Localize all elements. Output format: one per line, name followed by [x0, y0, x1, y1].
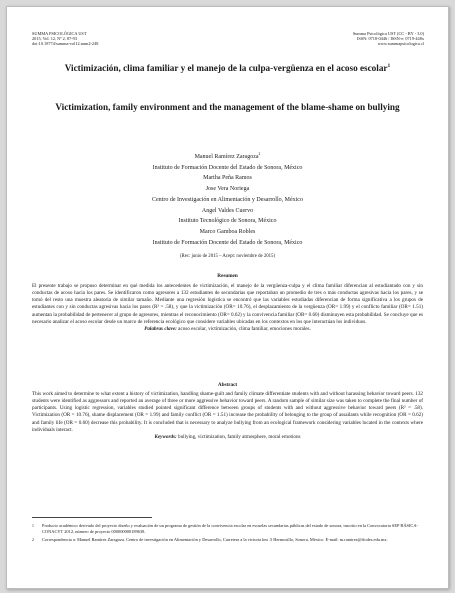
- journal-volume: 2015, Vol. 12, Nº 2, 87-93: [32, 36, 77, 42]
- footnote-text: Correspondencia a: Manuel Ramírez Zaragoza. Centro de investigación en Alimentación y Desarrollo, Carretera a la victoria km .5 Hermosillo, Sonora, México. E-mail: m.ramirez@ifodes.edu.mx.: [42, 537, 388, 543]
- author-footnote-marker: 2: [258, 152, 261, 156]
- journal-header-right: [353, 31, 424, 47]
- title-footnote-marker: 1: [387, 63, 391, 69]
- abstract-keywords-label: Keywords:: [154, 433, 177, 440]
- title-spanish-text: Victimización, clima familiar y el manejo de la culpa-vergüenza en el acoso escolar: [64, 63, 388, 74]
- title-spanish: [37, 61, 418, 75]
- footnote-text: Producto académico derivado del proyecto diseño y evaluación de un programa de gestión de la convivencia escolar en escuelas secundarias públicas del estado de sonora, inscrito en la Convocatoria SEP BÁSICA-CONACYT 2012, número de proyecto 000000000189638.: [42, 523, 418, 535]
- resumen-text: El presente trabajo se propuso determinar en qué medida los antecedentes de victimización, el manejo de la vergüenza-culpa y el clima familiar diferencian al estudiantado con y sin conductas de acoso hacia los pares. Se identificaron como agresores a 132 estudiantes de secundarias que reportaban un promedio de tres o más conductas agresivas hacia los pares, y se tomó del resto una muestra aleatoria de similar tamaño. Mediante una regresión logística se encontró que las variables estudiadas diferencian de forma significativa a los grupos de estudiantes con y sin conductas agresivas hacia los pares (R² = .58), y que la victimización (OR= 10.76), el desplazamiento de la vergüenza (OR= 1.99) y el conflicto familiar (OR= 1.51) aumentan la probabilidad de pertenecer al grupo de agresores, mientras el reconocimiento (OR= 0.62) y la convivencia familiar (OR= 0.60) disminuyen esta probabilidad. Se concluye que es necesario analizar el acoso escolar desde un marco de referencia ecológico que considere variables ubicadas en los contextos en los que interactúan los individuos.: [32, 283, 423, 325]
- journal-name: SUMMA PSICOLÓGICA UST: [32, 31, 87, 36]
- footnote: [32, 523, 423, 536]
- journal-license: Summa Psicológica UST (CC - BY - 3.0): [352, 31, 424, 36]
- submission-dates: (Rec: junio de 2015 – Acept: noviembre de 2015): [179, 254, 276, 259]
- resumen-keywords-label: Palabras clave:: [144, 325, 177, 332]
- author-block: [37, 149, 418, 248]
- author-affiliation: Instituto de Formación Docente del Estado de Sonora, México: [152, 164, 303, 171]
- author-name: Manuel Ramírez Zaragoza$^2$: [194, 152, 261, 160]
- footnote: [32, 537, 423, 543]
- resumen-body: [32, 283, 423, 333]
- author-name: Jose Vera Noriega: [205, 186, 250, 193]
- footnote-number: 2: [32, 538, 34, 543]
- journal-website: www.summapsicologica.cl: [377, 41, 424, 47]
- footnote-divider: [32, 517, 152, 518]
- abstract-text: This work aimed to determine to what extent a history of victimization, handling shame-guilt and family climate differentiate students with and without harassing behavior toward peers. 132 students were identified as aggressors and reported an average of three or more aggressive behavior toward peers. A random sample of similar size was taken to complete the final number of participants. Using logistic regression, variables studied pointed significant difference between groups of students with and without aggressive behavior toward peers (R² = .58). Victimization (OR = 10.76), shame displacement (OR = 1.99) and family conflict (OR = 1.51) increase the probability of belonging to the group of assailants while recognition (OR = 0.62) and family life (OR = 0.60) decrease this probability. It is concluded that is necessary to analyze bullying from an ecological framework considering variables located in the contexts where individuals interact.: [32, 391, 423, 433]
- footnote-number: 1: [32, 524, 34, 528]
- author-name: Martha Peña Ramos: [203, 175, 252, 182]
- abstract-body: [32, 391, 423, 441]
- author-affiliation: Centro de Investigación en Alimentación y Desarrollo, México: [152, 196, 303, 203]
- journal-issn: ISSN: 0718-0446 / ISSN-e: 0719-448x: [356, 36, 424, 42]
- author-name: Marco Gamboa Robles: [199, 228, 256, 235]
- abstract-keywords-text: bullying, victimization, family atmosphere, moral emotions: [176, 433, 301, 440]
- resumen-keywords-text: acoso escolar, victimización, clima familiar, emociones morales.: [176, 325, 311, 332]
- resumen-keywords: [32, 326, 423, 333]
- author-affiliation: Instituto Tecnológico de Sonora, México: [178, 218, 277, 225]
- resumen-heading: Resumen: [217, 273, 238, 279]
- footnotes: [32, 523, 423, 545]
- journal-doi: doi:10.18774/summa-vol12.num2-248: [32, 41, 99, 47]
- journal-header-left: [32, 31, 98, 47]
- author-affiliation: Instituto de Formación Docente del Estado de Sonora, México: [152, 239, 303, 246]
- abstract-keywords: [32, 434, 423, 441]
- title-english: Victimization, family environment and the management of the blame-shame on bullying: [55, 102, 400, 112]
- abstract-heading: Abstract: [217, 382, 238, 388]
- author-name: Angel Valdes Cuervo: [201, 207, 254, 214]
- journal-page: [6, 6, 449, 589]
